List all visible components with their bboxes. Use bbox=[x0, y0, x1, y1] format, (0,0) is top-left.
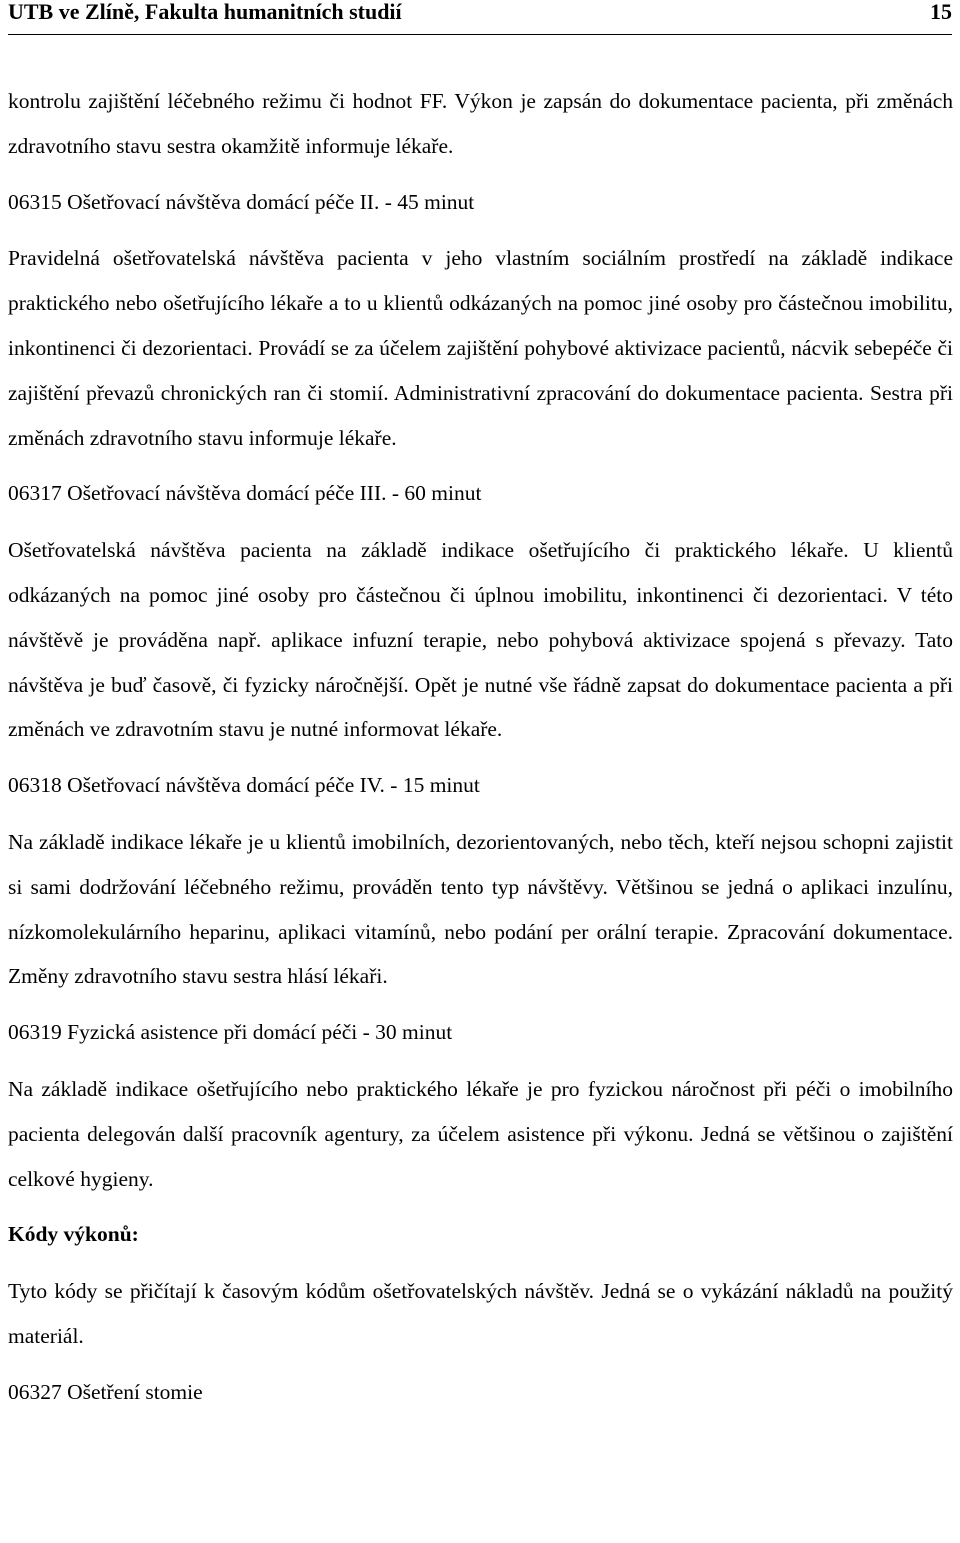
paragraph: Ošetřovatelská návštěva pacienta na základě indikace ošetřujícího či praktického lékaře. U klientů odkázaných na pomoc jiné osoby pro částečnou či úplnou imobilitu, inkontinenci či dezorientaci. V této návštěvě je prováděna např. aplikace infuzní terapie, nebo pohybová aktivizace spojená s převazy. Tato návštěva je buď časově, či fyzicky náročnější. Opět je nutné vše řádně zapsat do dokumentace pacienta a při změnách ve zdravotním stavu je nutné informovat lékaře. bbox=[8, 538, 953, 742]
section-heading: 06327 Ošetření stomie bbox=[8, 1379, 203, 1404]
document-body bbox=[8, 79, 953, 1415]
section-heading-bold: Kódy výkonů: bbox=[8, 1222, 139, 1247]
section-heading: 06315 Ošetřovací návštěva domácí péče II. - 45 minut bbox=[8, 189, 475, 214]
page-number: 15 bbox=[930, 0, 952, 24]
paragraph: Na základě indikace ošetřujícího nebo praktického lékaře je pro fyzickou náročnost při péči o imobilního pacienta delegován další pracovník agentury, za účelem asistence při výkonu. Jedná se většinou o zajištění celkové hygieny. bbox=[8, 1076, 953, 1191]
paragraph: Na základě indikace lékaře je u klientů imobilních, dezorientovaných, nebo těch, kteří nejsou schopni zajistit si sami dodržování léčebného režimu, prováděn tento typ návštěvy. Většinou se jedná o aplikaci inzulínu, nízkomolekulárního heparinu, aplikaci vitamínů, nebo podání per orální terapie. Zpracování dokumentace. Změny zdravotního stavu sestra hlásí lékaři. bbox=[8, 829, 953, 989]
section-heading: 06317 Ošetřovací návštěva domácí péče III. - 60 minut bbox=[8, 481, 482, 506]
section-heading: 06318 Ošetřovací návštěva domácí péče IV. - 15 minut bbox=[8, 773, 480, 798]
paragraph: kontrolu zajištění léčebného režimu či hodnot FF. Výkon je zapsán do dokumentace pacienta, při změnách zdravotního stavu sestra okamžitě informuje lékaře. bbox=[8, 89, 953, 158]
header-title: UTB ve Zlíně, Fakulta humanitních studií bbox=[8, 0, 402, 24]
section-heading: 06319 Fyzická asistence při domácí péči - 30 minut bbox=[8, 1020, 453, 1045]
page-header bbox=[8, 0, 952, 35]
paragraph: Pravidelná ošetřovatelská návštěva pacienta v jeho vlastním sociálním prostředí na základě indikace praktického nebo ošetřujícího lékaře a to u klientů odkázaných na pomoc jiné osoby pro částečnou imobilitu, inkontinenci či dezorientaci. Provádí se za účelem zajištění pohybové aktivizace pacientů, nácvik sebepéče či zajištění převazů chronických ran či stomií. Administrativní zpracování do dokumentace pacienta. Sestra při změnách zdravotního stavu informuje lékaře. bbox=[8, 246, 953, 450]
paragraph: Tyto kódy se přičítají k časovým kódům ošetřovatelských návštěv. Jedná se o vykázání nákladů na použitý materiál. bbox=[8, 1279, 953, 1348]
